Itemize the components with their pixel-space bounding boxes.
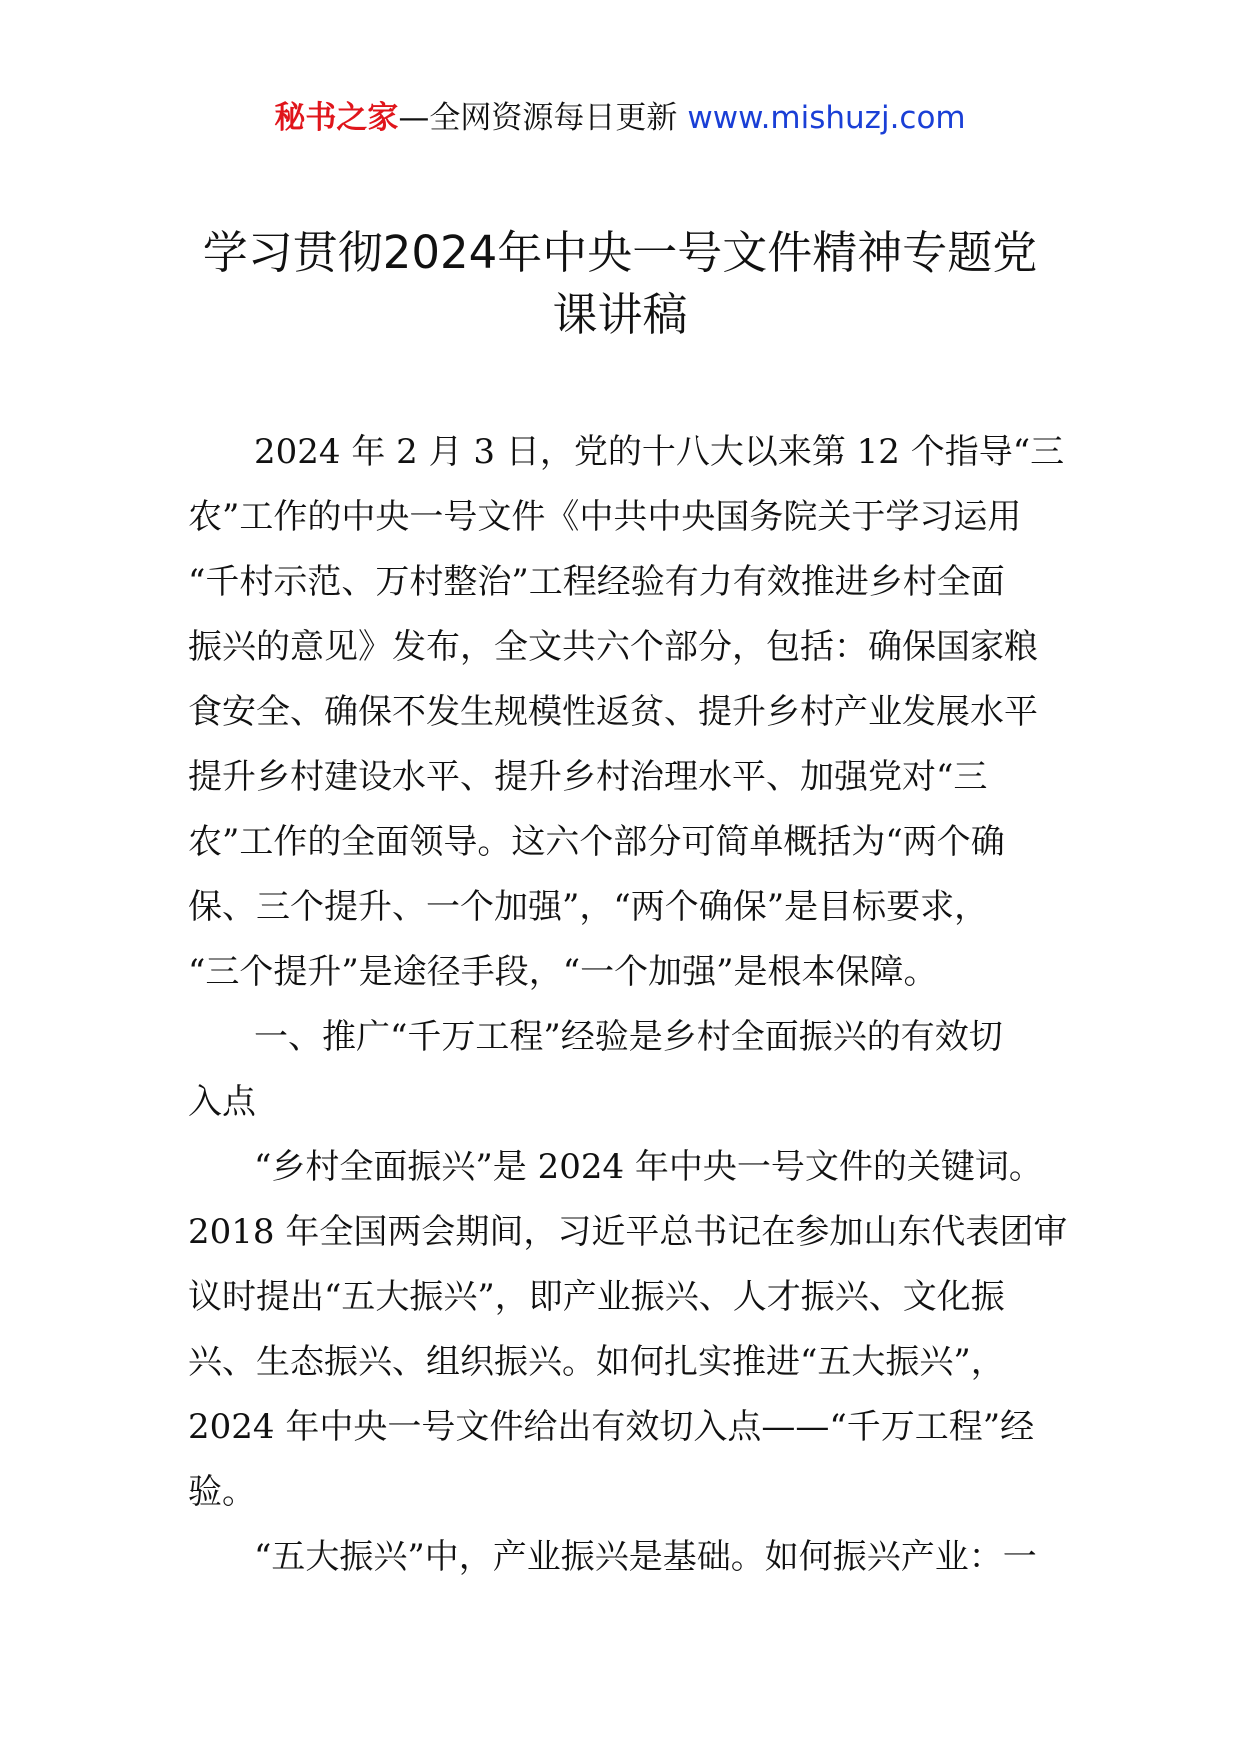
paragraph-line: “千村示范、万村整治”工程经验有力有效推进乡村全面 — [188, 562, 1005, 602]
document-title — [150, 222, 1090, 346]
paragraph-line: 保、三个提升、一个加强”，“两个确保”是目标要求， — [188, 887, 989, 927]
brand-name: 秘书之家 — [274, 100, 399, 136]
document-body — [188, 420, 1068, 1590]
site-url-link[interactable]: www.mishuzj.com — [687, 100, 966, 136]
paragraph-line: 农”工作的中央一号文件《中共中央国务院关于学习运用 — [188, 497, 1022, 537]
site-banner — [0, 98, 1240, 138]
title-line-1: 学习贯彻2024年中央一号文件精神专题党 — [202, 226, 1038, 279]
paragraph-line: “五大振兴”中，产业振兴是基础。如何振兴产业：一 — [254, 1537, 1037, 1577]
paragraph-line: “乡村全面振兴”是 2024 年中央一号文件的关键词。 — [254, 1147, 1043, 1187]
paragraph-line: 振兴的意见》发布，全文共六个部分，包括：确保国家粮 — [188, 627, 1038, 667]
paragraph-line: 议时提出“五大振兴”，即产业振兴、人才振兴、文化振 — [188, 1277, 1005, 1317]
title-line-2: 课讲稿 — [552, 288, 688, 341]
paragraph-line: 兴、生态振兴、组织振兴。如何扎实推进“五大振兴”， — [188, 1342, 1005, 1382]
section-heading-line: 入点 — [188, 1082, 256, 1122]
section-heading-line: 一、推广“千万工程”经验是乡村全面振兴的有效切 — [254, 1017, 1003, 1057]
paragraph-line: “三个提升”是途径手段，“一个加强”是根本保障。 — [188, 952, 938, 992]
paragraph-line: 2024 年中央一号文件给出有效切入点——“千万工程”经 — [188, 1407, 1035, 1447]
paragraph-line: 提升乡村建设水平、提升乡村治理水平、加强党对“三 — [188, 757, 988, 797]
banner-tagline: —全网资源每日更新 — [398, 100, 678, 136]
paragraph-line: 食安全、确保不发生规模性返贫、提升乡村产业发展水平 — [188, 692, 1038, 732]
paragraph-line: 农”工作的全面领导。这六个部分可简单概括为“两个确 — [188, 822, 1005, 862]
paragraph-line: 2018 年全国两会期间，习近平总书记在参加山东代表团审 — [188, 1212, 1068, 1252]
paragraph-line: 2024 年 2 月 3 日，党的十八大以来第 12 个指导“三 — [254, 432, 1065, 472]
paragraph-line: 验。 — [188, 1472, 256, 1512]
